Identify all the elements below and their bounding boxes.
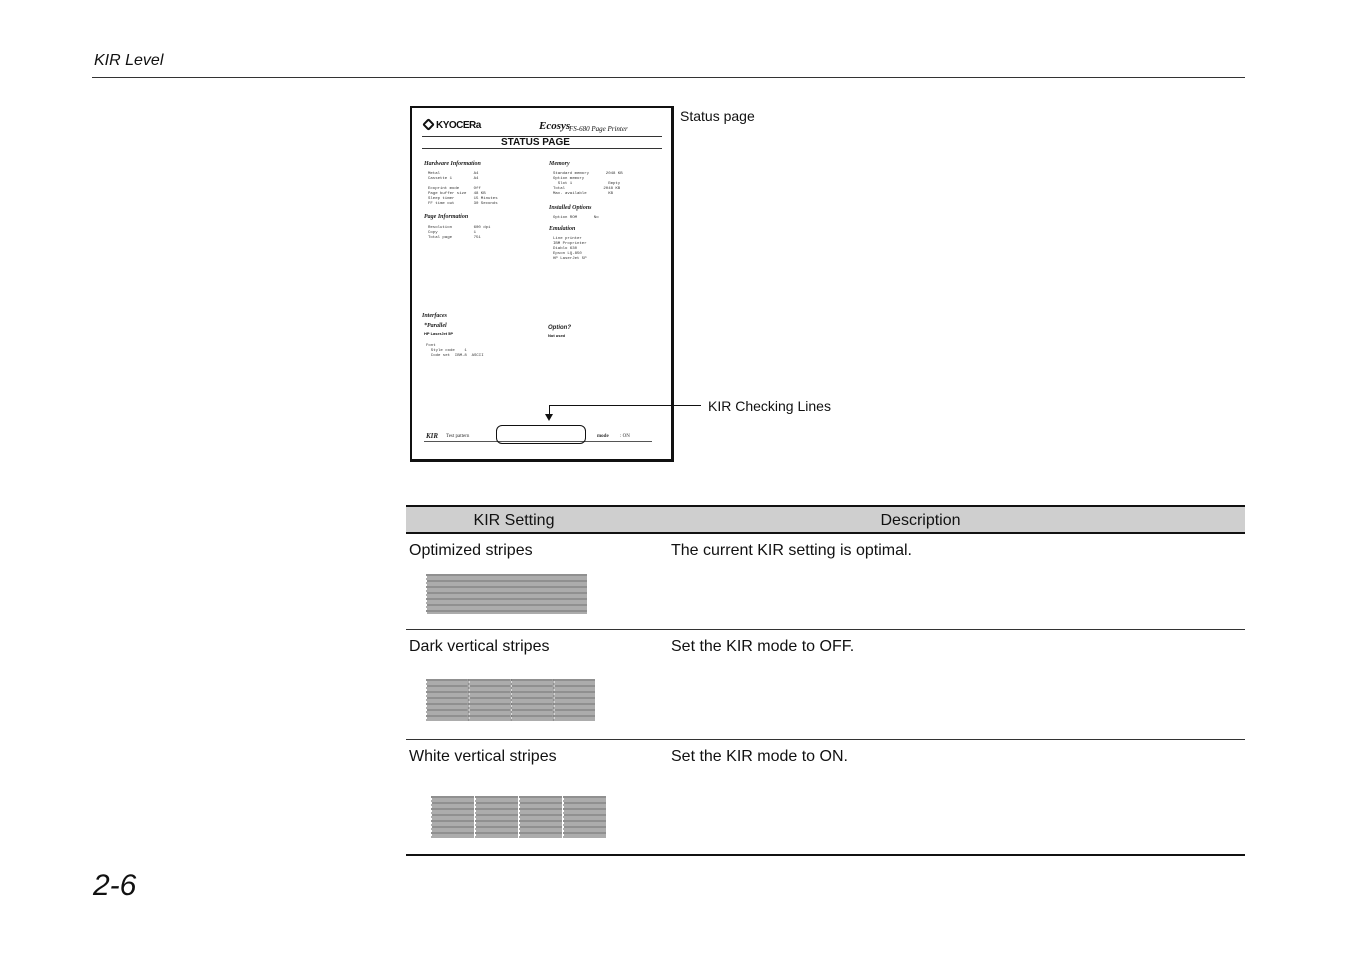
arrow-down-icon	[545, 414, 553, 421]
kir-label: KIR	[426, 432, 439, 440]
kir-checking-lines-callout: KIR Checking Lines	[708, 398, 831, 414]
interfaces-heading: Interfaces	[422, 313, 447, 319]
font-lines: Font Style code 1 Code set IBM-8 ASCII	[426, 344, 484, 358]
table-header	[406, 507, 1245, 534]
title-rule-bottom	[422, 148, 662, 149]
page-info-heading: Page Information	[424, 214, 469, 220]
stripe-bar	[553, 679, 554, 721]
row-setting: White vertical stripes	[409, 748, 557, 765]
memory-heading: Memory	[549, 161, 570, 167]
memory-lines: Standard memory 2048 KB Option memory Slot 1 Empty Total 2048 KB Max. available KB	[553, 172, 623, 196]
status-page-title: STATUS PAGE	[501, 137, 570, 148]
arrow-line	[549, 405, 674, 406]
table-row	[406, 630, 1245, 740]
kyocera-logo	[424, 120, 481, 131]
printer-model: FS-680 Page Printer	[569, 125, 628, 133]
emulation-heading: Emulation	[549, 226, 576, 232]
option-status: Not used	[548, 333, 566, 338]
hardware-heading: Hardware Information	[424, 161, 481, 167]
stripe-bar	[468, 679, 469, 721]
page-number: 2-6	[93, 869, 137, 902]
running-header: KIR Level	[94, 52, 164, 69]
hardware-lines: Metal A4 Cassette 1 A4 Ecoprint mode Off Page buffer size 48 KB Sleep timer 15 Minutes FF time out 30 Seconds	[428, 172, 498, 206]
header-description: Description	[880, 512, 961, 529]
installed-options-heading: Installed Options	[549, 205, 592, 211]
status-page-image	[410, 106, 674, 462]
white-stripes-sample	[431, 796, 607, 842]
kir-mode-label: mode	[597, 434, 609, 439]
stripe-bar	[510, 679, 511, 721]
row-setting: Dark vertical stripes	[409, 638, 550, 655]
installed-options-lines: Option ROM No	[553, 216, 599, 220]
parallel-emulation: HP LaserJet 5P	[424, 331, 454, 336]
page-info-lines: Resolution 600 dpi Copy 1 Total page 751	[428, 226, 491, 240]
table-row	[406, 534, 1245, 630]
table-row	[406, 740, 1245, 856]
kir-test-pattern: Test pattern	[446, 434, 470, 439]
row-description: Set the KIR mode to OFF.	[671, 638, 855, 655]
option-heading: Option?	[548, 325, 571, 331]
row-setting: Optimized stripes	[409, 542, 533, 559]
row-description: The current KIR setting is optimal.	[671, 542, 912, 559]
callout-leader-line	[671, 405, 701, 406]
parallel-label: *Parallel	[424, 323, 447, 329]
header-rule	[92, 77, 1245, 78]
status-page-callout: Status page	[680, 108, 755, 124]
row-description: Set the KIR mode to ON.	[671, 748, 848, 765]
kir-mode-value: : ON	[620, 434, 630, 439]
kir-checking-box	[496, 425, 586, 444]
header-kir-setting: KIR Setting	[473, 512, 555, 529]
kir-setting-table	[406, 505, 1245, 856]
optimized-stripes-sample	[426, 574, 588, 616]
emulation-lines: Line printer IBM Proprinter Diablo 630 Epson LQ-850 HP LaserJet 5P	[553, 237, 587, 261]
ecosys-logo: Ecosys	[539, 120, 571, 132]
dark-stripes-sample	[426, 679, 596, 725]
kyocera-mark-icon	[422, 118, 435, 131]
brand-text: KYOCERa	[436, 120, 481, 131]
